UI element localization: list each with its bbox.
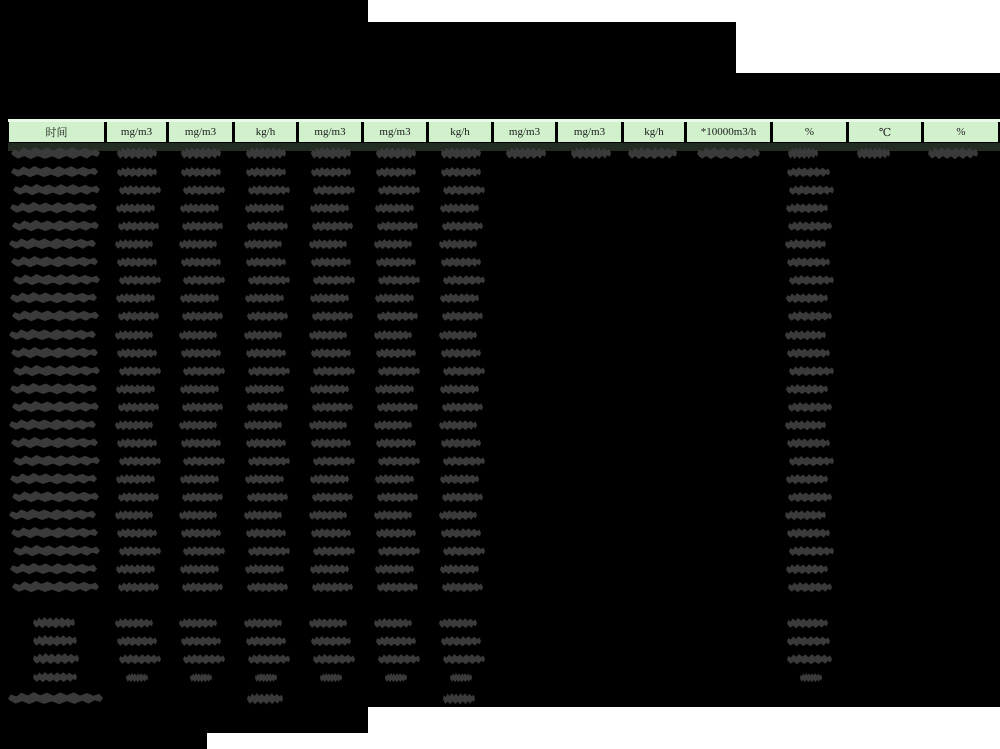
header-cell-2: mg/m3 — [169, 122, 232, 142]
black-backdrop-bottom-1 — [0, 705, 368, 733]
header-cell-12: ℃ — [849, 122, 921, 142]
header-cell-8: mg/m3 — [558, 122, 621, 142]
header-cell-6: kg/h — [429, 122, 491, 142]
header-cell-9: kg/h — [624, 122, 684, 142]
header-cell-11: % — [773, 122, 846, 142]
header-cell-5: mg/m3 — [364, 122, 426, 142]
black-backdrop-top-1 — [0, 0, 368, 23]
header-cell-7: mg/m3 — [494, 122, 555, 142]
table-header-row — [0, 122, 1000, 142]
header-cell-10: *10000m3/h — [687, 122, 770, 142]
black-backdrop-bottom-2 — [0, 731, 207, 749]
header-cell-0: 时间 — [9, 122, 104, 142]
header-cell-4: mg/m3 — [299, 122, 361, 142]
header-cell-13: % — [924, 122, 998, 142]
header-cell-1: mg/m3 — [107, 122, 166, 142]
black-backdrop-top-2 — [0, 22, 736, 73]
header-shadow-band — [8, 143, 1000, 151]
header-cell-3: kg/h — [235, 122, 296, 142]
